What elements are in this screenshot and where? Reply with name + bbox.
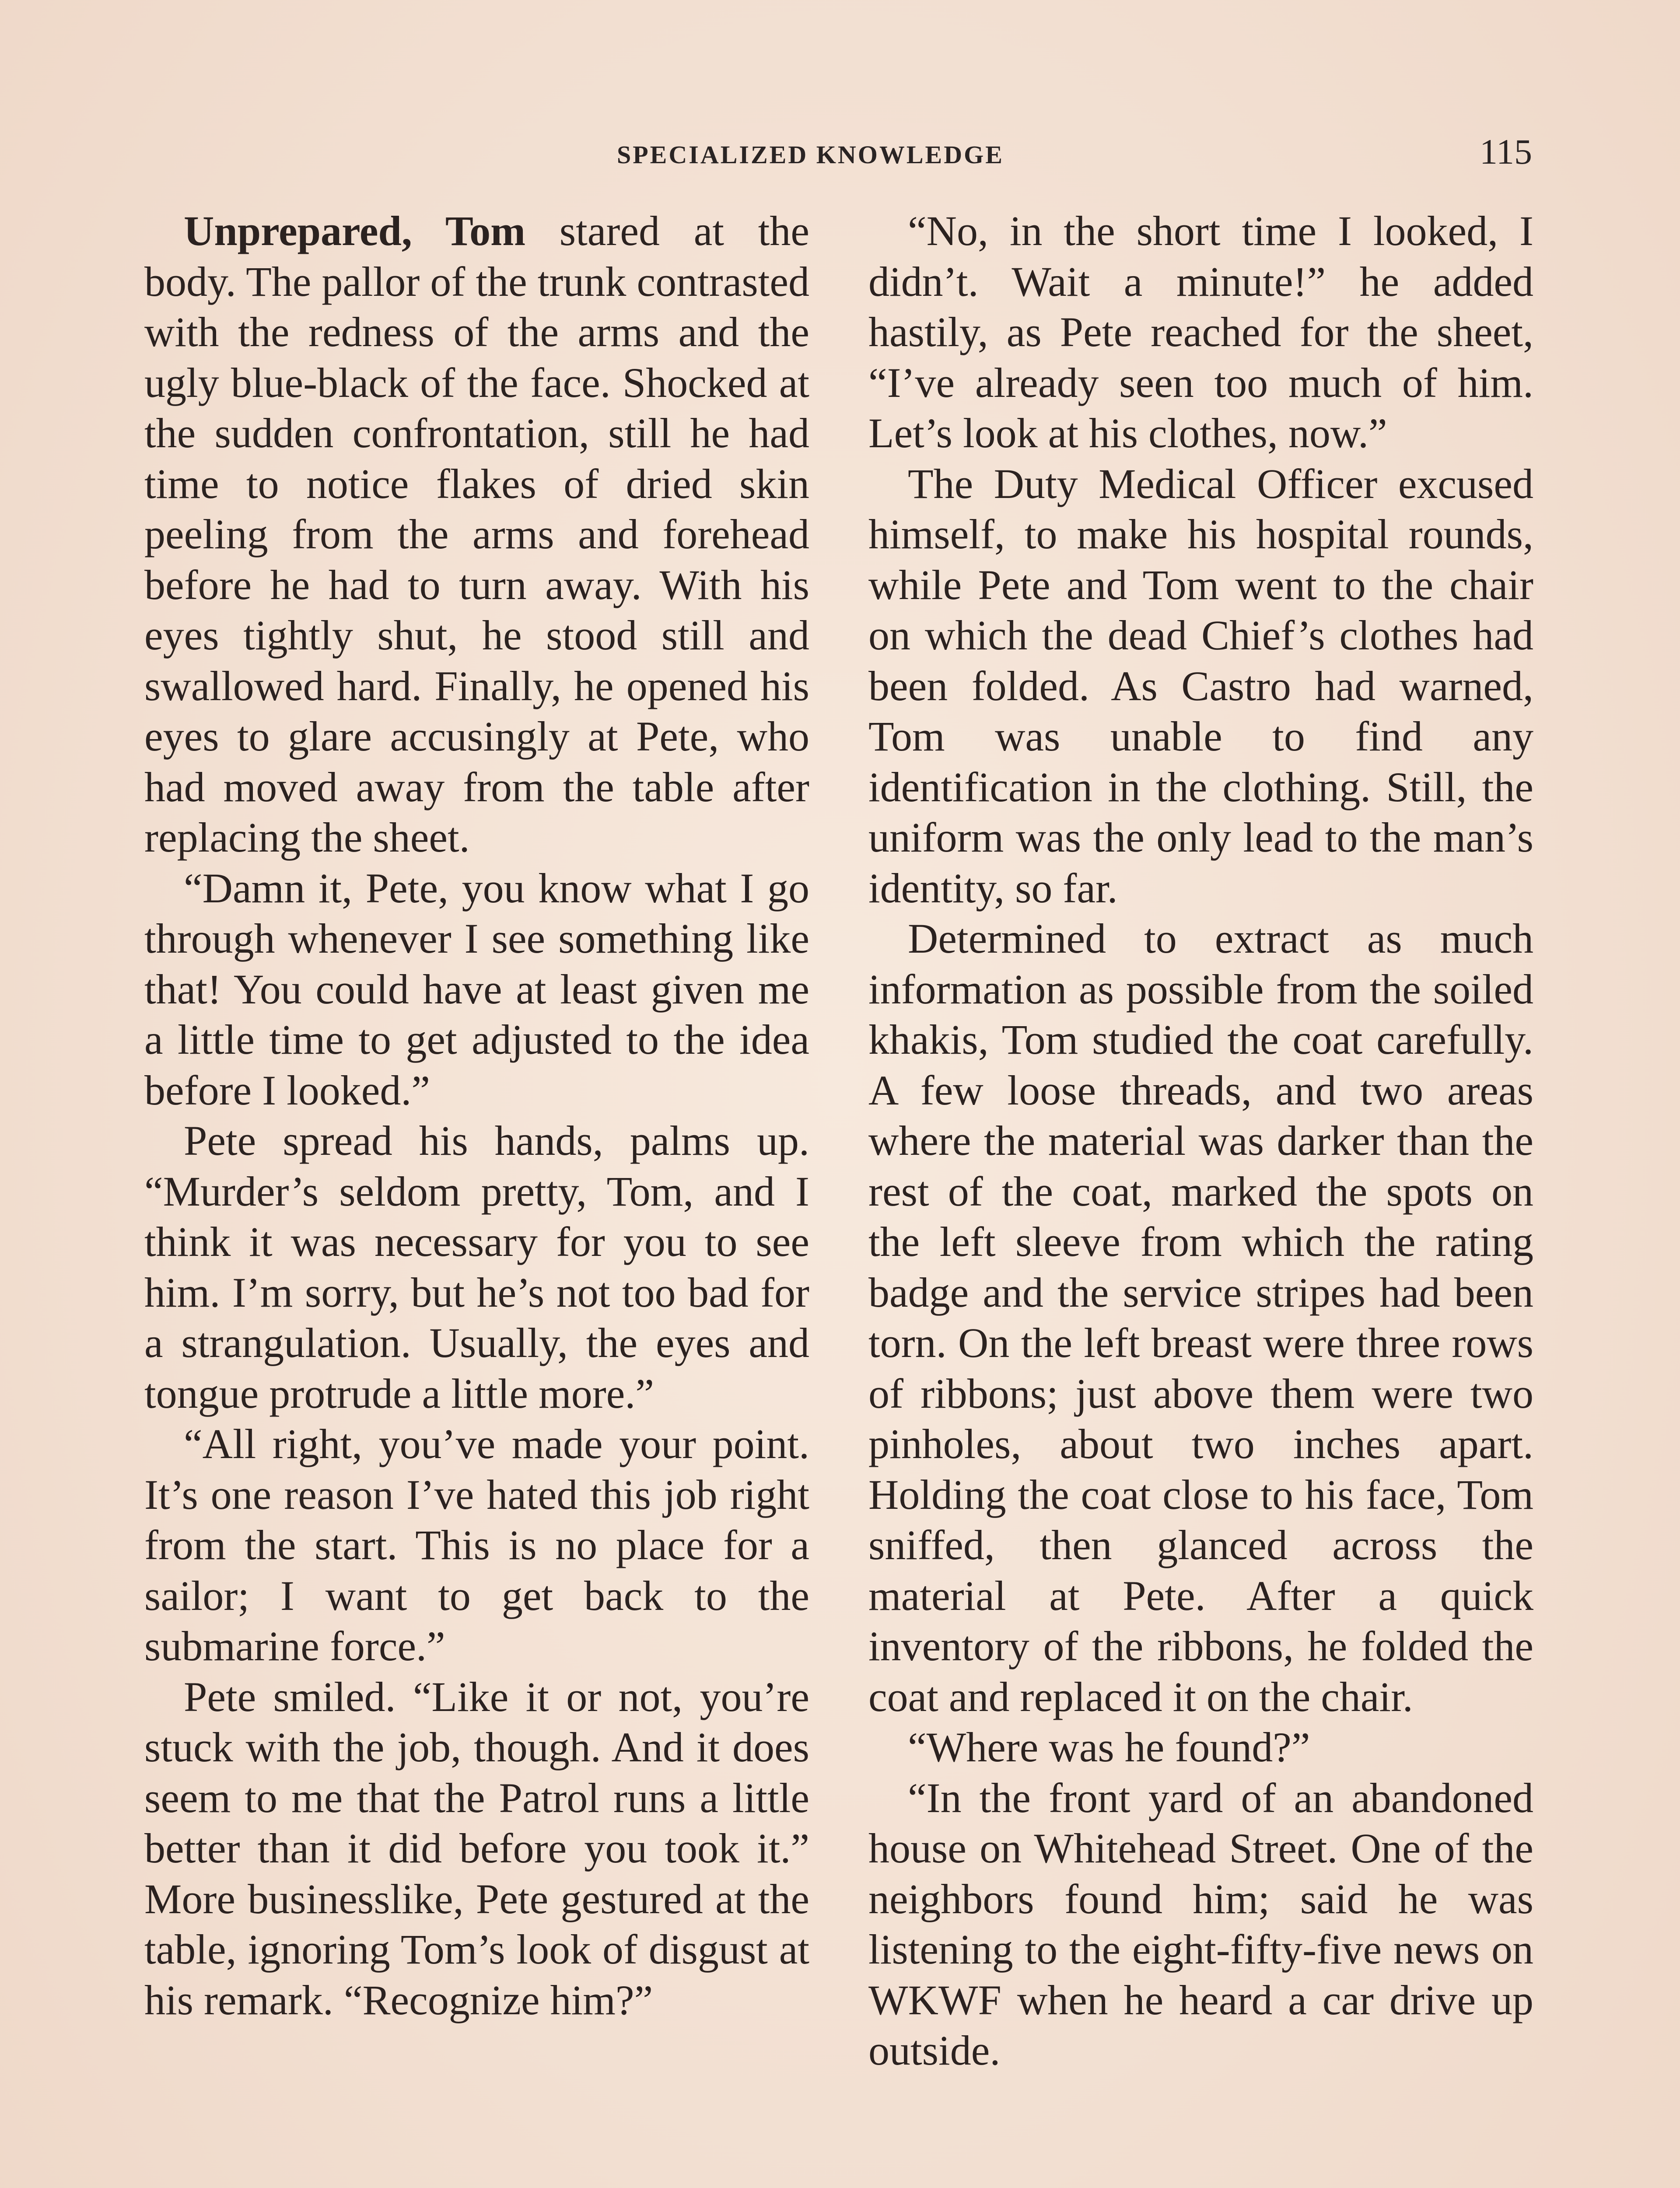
left-paragraph-1 bbox=[144, 206, 809, 863]
right-paragraph-3: Determined to extract as much information as possible from the soiled khakis, Tom studied the coat carefully. A few loose threads, and two areas where the material was darker than the rest of the coat, marked the spots on the left sleeve from which the rating badge and the service stripes had been torn. On the left breast were three rows of ribbons; just above them were two pinholes, about two inches apart. Holding the coat close to his face, Tom sniffed, then glanced across the material at Pete. After a quick inventory of the ribbons, he folded the coat and replaced it on the chair. bbox=[868, 915, 1533, 1720]
left-column bbox=[144, 206, 809, 2025]
right-column bbox=[868, 206, 1533, 2076]
left-paragraph-3: Pete spread his hands, palms up. “Murder’s seldom pretty, Tom, and I think it was necessary for you to see him. I’m sorry, but he’s not too bad for a strangulation. Usually, the eyes and tongue protrude a little more.” bbox=[144, 1117, 809, 1417]
paragraph-text: stared at the body. The pallor of the trunk contrasted with the redness of the arms and the ugly blue-black of the face. Shocked at the sudden confrontation, still he had time to notice flakes of dried skin peeling from the arms and forehead before he had to turn away. With his eyes tightly shut, he stood still and swallowed hard. Finally, he opened his eyes to glare accusingly at Pete, who had moved away from the table after replacing the sheet. bbox=[144, 207, 810, 861]
left-paragraph-5: Pete smiled. “Like it or not, you’re stuck with the job, though. And it does seem to me that the Patrol runs a little better than it did before you took it.” More businesslike, Pete gestured at the table, ignoring Tom’s look of disgust at his remark. “Recognize him?” bbox=[144, 1673, 809, 2023]
running-title: SPECIALIZED KNOWLEDGE bbox=[617, 140, 1004, 169]
right-paragraph-4: “Where was he found?” bbox=[908, 1724, 1310, 1771]
left-paragraph-2: “Damn it, Pete, you know what I go through whenever I see something like that! You could have at least given me a little time to get adjusted to the idea before I looked.” bbox=[144, 864, 809, 1114]
left-paragraph-4: “All right, you’ve made your point. It’s one reason I’ve hated this job right from the start. This is no place for a sailor; I want to get back to the submarine force.” bbox=[144, 1420, 809, 1669]
page-number: 115 bbox=[1480, 132, 1532, 172]
right-paragraph-5: “In the front yard of an abandoned house on Whitehead Street. One of the neighbors found him; said he was listening to the eight-fifty-five news on WKWF when he heard a car drive up outside. bbox=[868, 1774, 1533, 2074]
right-paragraph-1: “No, in the short time I looked, I didn’t. Wait a minute!” he added hastily, as Pete reached for the sheet, “I’ve already seen too much of him. Let’s look at his clothes, now.” bbox=[868, 207, 1533, 456]
right-paragraph-2: The Duty Medical Officer excused himself, to make his hospital rounds, while Pete and Tom went to the chair on which the dead Chief’s clothes had been folded. As Castro had warned, Tom was unable to find any identification in the clothing. Still, the uniform was the only lead to the man’s identity, so far. bbox=[868, 460, 1533, 912]
paragraph-lead-words: Unprepared, Tom bbox=[184, 207, 526, 254]
